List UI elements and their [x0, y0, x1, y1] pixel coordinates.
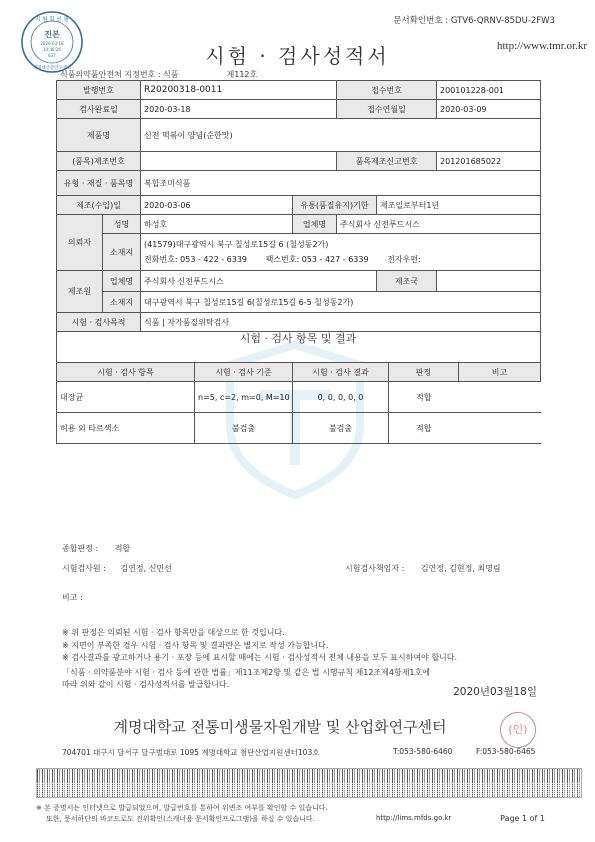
seal-time: 10:46:26	[43, 47, 61, 52]
type-value: 복합조미식품	[141, 171, 541, 196]
footer-line: ※ 본 증명서는 인터넷으로 발급되었으며, 발급번호를 통하여 위변조 여부를 확인할 수 있습니다.	[36, 804, 328, 812]
info-table	[56, 80, 541, 370]
results-table	[56, 362, 541, 444]
footer-notice	[36, 803, 328, 825]
result-standard: n=5, c=2, m=0, M=10	[195, 382, 293, 413]
seal-top-text: 시 험 확 인 필	[35, 17, 69, 23]
results-header-item: 시험 · 검사 항목	[57, 363, 195, 382]
client-address-block	[141, 234, 541, 271]
designation	[60, 69, 257, 80]
result-judgment: 적합	[389, 413, 459, 444]
result-value: 불검출	[293, 413, 389, 444]
receipt-no-value: 200101228-001	[437, 81, 541, 100]
barcode-overlay	[36, 782, 580, 796]
manufacturer-label: 제조원	[57, 271, 103, 313]
expiry-value: 제조일로부터1년	[377, 196, 541, 215]
seal-date: 2020-03-18	[40, 41, 64, 46]
result-item: 대장균	[57, 382, 195, 413]
product-name-label: 제품명	[57, 119, 141, 152]
manager-line	[345, 563, 501, 574]
country-value	[437, 271, 541, 292]
results-header-judgment: 판정	[389, 363, 459, 382]
client-name-value: 하성호	[141, 215, 293, 234]
issue-date: 2020년03월18일	[453, 686, 537, 698]
tester-label: 시험검사원 :	[62, 564, 106, 573]
results-header-note: 비고	[459, 363, 541, 382]
tester-value: 김연정, 신민선	[120, 564, 172, 573]
expiry-label: 유통(품질유지)기한	[293, 196, 377, 215]
remarks-label: 비고 :	[62, 593, 83, 602]
page-number: Page 1 of 1	[500, 814, 545, 823]
institution-fax: F:053-580-6465	[476, 747, 536, 756]
judgment-value: 적합	[114, 544, 131, 553]
client-company-value: 주식회사 신전푸드시스	[337, 215, 541, 234]
completion-date-label: 검사완료일	[57, 100, 141, 119]
mfr-address-value: 대구광역시 북구 칠성로15길 6(칠성로15길 6-5 칠성동2가)	[141, 292, 541, 313]
judgment-label: 종합판정 :	[62, 544, 99, 553]
receipt-no-label: 접수번호	[337, 81, 437, 100]
results-header-result: 시험 · 검사 결과	[293, 363, 389, 382]
client-fax: 팩스번호: 053 - 427 - 6339	[265, 255, 369, 264]
item-report-no-label: 품목제조신고번호	[337, 152, 437, 171]
mfr-company-value: 주식회사 신전푸드시스	[141, 271, 377, 292]
country-label: 제조국	[377, 271, 437, 292]
client-address-value: (41579)대구광역시 북구 칠성로15길 6 (칠성동2가)	[144, 240, 329, 249]
judgment-line	[62, 543, 130, 554]
results-header-standard: 시험 · 검사 기준	[195, 363, 293, 382]
seal-bottom-text: 계명대산학연구센터	[32, 66, 72, 71]
result-judgment: 적합	[389, 382, 459, 413]
client-email-label: 전자우편:	[387, 255, 421, 264]
tester-line	[62, 563, 172, 574]
result-standard: 불검출	[195, 413, 293, 444]
client-name-label: 성명	[103, 215, 141, 234]
note-item: ※ 검사결과를 광고하거나 용기 · 포장 등에 표시할 때에는 시험 · 검사성적서 전체 내용을 모두 표시하여야 합니다.	[62, 653, 458, 662]
result-value: 0, 0, 0, 0, 0	[293, 382, 389, 413]
institution-name: 계명대학교 전통미생물자원개발 및 산업화연구센터	[113, 718, 447, 736]
purpose-label: 시험 · 검사목적	[57, 313, 141, 332]
receipt-date-value: 2020-03-09	[437, 100, 541, 119]
mfr-address-label: 소재지	[103, 292, 141, 313]
note-item: ※ 위 판정은 의뢰된 시험 · 검사 항목만을 대상으로 한 것입니다.	[62, 628, 285, 637]
law-line: 따라 위와 같이 시험 · 검사성적서를 발급합니다.	[62, 680, 230, 689]
item-report-label: (품목)제조번호	[57, 152, 141, 171]
client-label: 의뢰자	[57, 215, 103, 271]
official-stamp-icon: (인)	[500, 712, 536, 748]
result-note	[459, 382, 541, 413]
note-item: ※ 지면이 부족한 경우 시험 · 검사 항목 및 결과란은 별지로 작성 가능합니다.	[62, 640, 329, 650]
issue-no-label: 발행번호	[57, 81, 141, 100]
client-company-label: 업체명	[293, 215, 337, 234]
institution-tel: T:053-580-6460	[393, 747, 453, 756]
document-confirm-code: 문서확인번호 : GTV6-QRNV-85DU-2FW3	[393, 16, 555, 26]
page-title: 시험 · 검사성적서	[205, 44, 390, 68]
issue-no-value: R20200318-0011	[141, 81, 337, 100]
footer-line: 또한, 문서하단의 바코드로도 진위확인(스캐너용 문서확인프로그램)을 하실 수 있습니다.	[46, 815, 315, 823]
notes	[62, 627, 457, 665]
results-title: 시험 · 검사 항목 및 결과	[239, 332, 357, 345]
manager-label: 시험검사책임자 :	[345, 564, 405, 573]
header-url[interactable]: http://www.tmr.or.kr	[496, 40, 587, 52]
table-row	[57, 382, 541, 413]
client-contact	[144, 254, 537, 265]
completion-date-value: 2020-03-18	[141, 100, 337, 119]
result-note	[459, 413, 541, 444]
client-address-label: 소재지	[103, 234, 141, 271]
receipt-date-label: 접수연월일	[337, 100, 437, 119]
client-tel: 전화번호: 053 - 422 - 6339	[144, 255, 248, 264]
designation-label: 식품의약품안전처 지정번호 : 식품	[60, 70, 179, 79]
designation-number: 제112호	[226, 70, 258, 79]
table-row	[57, 413, 541, 444]
purpose-value: 식품 | 자가품질위탁검사	[141, 313, 541, 332]
seal-code: 637	[48, 53, 56, 58]
footer-url[interactable]: http://lims.mfds.go.kr	[376, 814, 452, 822]
manager-value: 김연정, 김현정, 최명림	[420, 564, 501, 573]
law-statement	[62, 667, 430, 691]
seal-center-text: 진본	[44, 30, 60, 39]
type-label: 유형 · 재질 · 품목명	[57, 171, 141, 196]
product-name-value: 신전 떡볶이 양념(순한맛)	[141, 119, 541, 152]
item-report-value	[141, 152, 337, 171]
mfr-company-label: 업체명	[103, 271, 141, 292]
mfg-date-label: 제조(수입)일	[57, 196, 141, 215]
mfg-date-value: 2020-03-06	[141, 196, 293, 215]
law-line: 「식품 · 의약품분야 시험 · 검사 등에 관한 법률」제11조제2항 및 같은 법 시행규칙 제12조제4항제1호에	[62, 668, 430, 677]
result-item: 허용 외 타르색소	[57, 413, 195, 444]
item-report-no-value: 201201685022	[437, 152, 541, 171]
institution-address: 704701 대구시 달서구 달구벌대로 1095 계명대학교 첨단산업지원센터103호	[62, 748, 320, 757]
